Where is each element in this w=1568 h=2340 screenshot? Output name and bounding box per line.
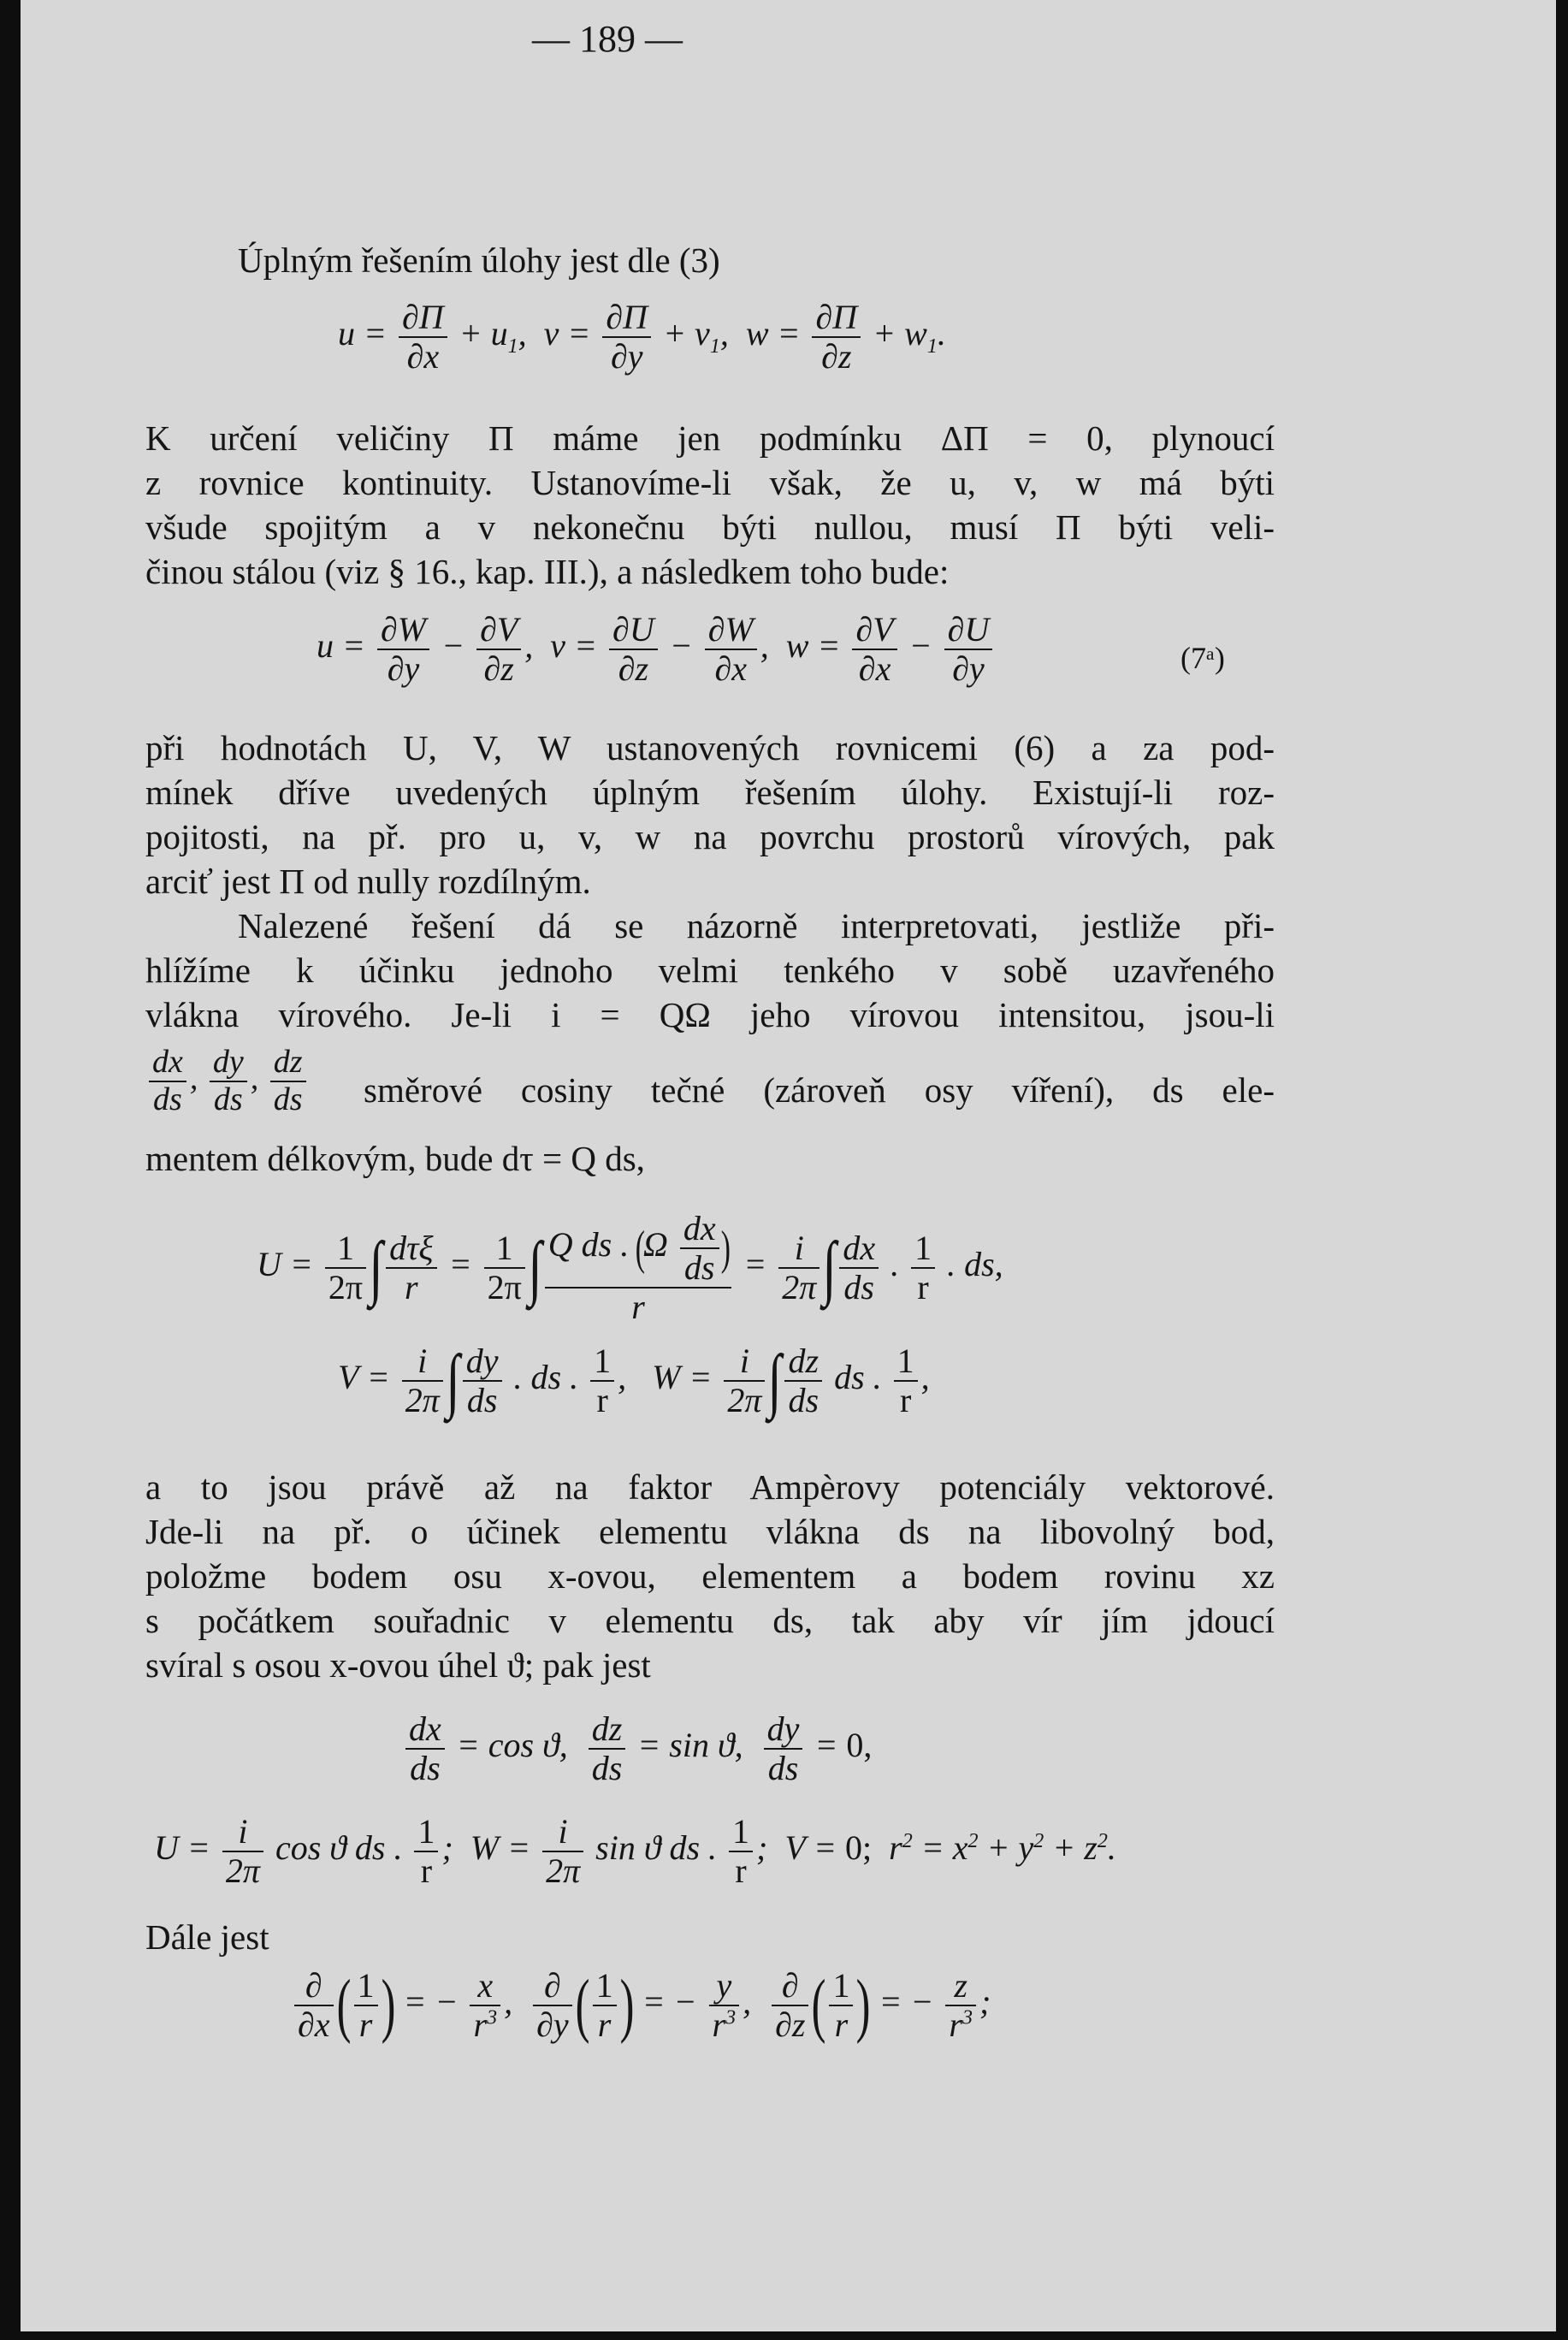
scan-border-bottom bbox=[0, 2331, 1568, 2340]
paragraph-3-line-2: mínek dříve uvedených úplným řešením úlohy. Existují-li roz- bbox=[145, 773, 1275, 812]
paragraph-intro: Úplným řešením úlohy jest dle (3) bbox=[238, 240, 720, 280]
scan-border-right bbox=[1556, 0, 1568, 2340]
paragraph-2-line-3: všude spojitým a v nekonečnu býti nullou, musí Π býti veli- bbox=[145, 507, 1275, 547]
paragraph-4-line-3: vlákna vírového. Je-li i = QΩ jeho vírovou intensitou, jsou-li bbox=[145, 995, 1275, 1034]
equation-derivatives-inverse-r: $\frac{\partial}{\partial x}$ ( $\frac{1}{r}$ ) = − $\frac{x}{r^3}$ , $\frac{\partial}{\partial y}$ ( $\frac{1}{r}$ ) = − $\frac{y}{r^3}$ , $\frac{\partial}{\partial z}$ ( $\frac{1}{r}$ ) = − $\frac{z}{r^3}$ ; bbox=[291, 1968, 991, 2043]
paragraph-5-line-3: položme bodem osu x-ovou, elementem a bodem rovinu xz bbox=[145, 1556, 1275, 1596]
page-number: — 189 — bbox=[532, 18, 683, 60]
equation-7a: u = $\frac{\partial W}{\partial y}$ − $\frac{\partial V}{\partial z}$ , v = $\frac{\partial U}{\partial z}$ − $\frac{\partial W}{\partial x}$ , w = $\frac{\partial V}{\partial x}$ − $\frac{\partial U}{\partial y}$ bbox=[317, 612, 996, 687]
equation-direction-angles: $\frac{dx}{ds}$ = cos ϑ, $\frac{dz}{ds}$ = sin ϑ, $\frac{dy}{ds}$ = 0, bbox=[402, 1711, 872, 1786]
paragraph-3-line-3: pojitosti, na př. pro u, v, w na povrchu prostorů vírových, pak bbox=[145, 817, 1275, 856]
equation-V-W-integral: V = $\frac{i}{2\pi}$ ∫ $\frac{dy}{ds}$ . ds . $\frac{1}{r}$ , W = $\frac{i}{2\pi}$ ∫ $\frac{dz}{ds}$ ds . $\frac{1}{r}$ , bbox=[338, 1341, 930, 1420]
paragraph-4-line-5: mentem délkovým, bude dτ = Q ds, bbox=[145, 1139, 645, 1178]
paragraph-2-line-1: K určení veličiny Π máme jen podmínku ΔΠ = 0, plynoucí bbox=[145, 418, 1275, 458]
paragraph-6: Dále jest bbox=[145, 1917, 269, 1957]
paragraph-5-line-1: a to jsou právě až na faktor Ampèrovy potenciály vektorové. bbox=[145, 1467, 1275, 1507]
direction-cosines: $\frac{dx}{ds}$ , $\frac{dy}{ds}$ , $\frac{dz}{ds}$ bbox=[145, 1046, 310, 1117]
paragraph-2-line-2: z rovnice kontinuity. Ustanovíme-li však, že u, v, w má býti bbox=[145, 463, 1275, 502]
paragraph-5-line-2: Jde-li na př. o účinek elementu vlákna ds na libovolný bod, bbox=[145, 1512, 1275, 1551]
equation-full-solution: u = $\frac{\partial\Pi}{\partial x}$ + $u_1$, v = $\frac{\partial\Pi}{\partial y}$ + $v_1$, w = $\frac{\partial\Pi}{\partial z}$ + $w_1$. bbox=[338, 298, 946, 376]
paragraph-4-line-1: Nalezené řešení dá se názorně interpretovati, jestliže při- bbox=[238, 906, 1275, 945]
scan-border-left bbox=[0, 0, 21, 2340]
paragraph-5-line-4: s počátkem souřadnic v elementu ds, tak aby vír jím jdoucí bbox=[145, 1601, 1275, 1640]
paragraph-3-line-4: arciť jest Π od nully rozdílným. bbox=[145, 862, 591, 901]
paragraph-2-line-4: činou stálou (viz § 16., kap. III.), a následkem toho bude: bbox=[145, 552, 950, 591]
paragraph-4-line-2: hlížíme k účinku jednoho velmi tenkého v sobě uzavřeného bbox=[145, 951, 1275, 990]
paragraph-5-line-5: svíral s osou x-ovou úhel ϑ; pak jest bbox=[145, 1645, 651, 1685]
equation-U-integral: U = $\frac{1}{2\pi}$ ∫ $\frac{\text{dτξ}}{r}$ = $\frac{1}{2\pi}$ ∫ Q ds . (Ω $\frac{dx}{ds}$ ) r = $\frac{i}{2\pi}$ ∫ $\frac{dx}{ds}$ . $\frac{1}{r}$ . ds, bbox=[257, 1209, 1003, 1326]
paragraph-4-line-4: směrové cosiny tečné (zároveň osy víření), ds ele- bbox=[364, 1070, 1275, 1110]
equation-7a-tag: (7ᵃ) bbox=[1180, 641, 1225, 675]
paragraph-3-line-1: při hodnotách U, V, W ustanovených rovnicemi (6) a za pod- bbox=[145, 728, 1275, 767]
equation-element-potentials: U = $\frac{i}{2\pi}$ cos ϑ ds . $\frac{1}{r}$ ; W = $\frac{i}{2\pi}$ sin ϑ ds . $\frac{1}{r}$ ; V = 0; $r^2 = x^2 + y^2 + z^2$. bbox=[154, 1812, 1116, 1890]
